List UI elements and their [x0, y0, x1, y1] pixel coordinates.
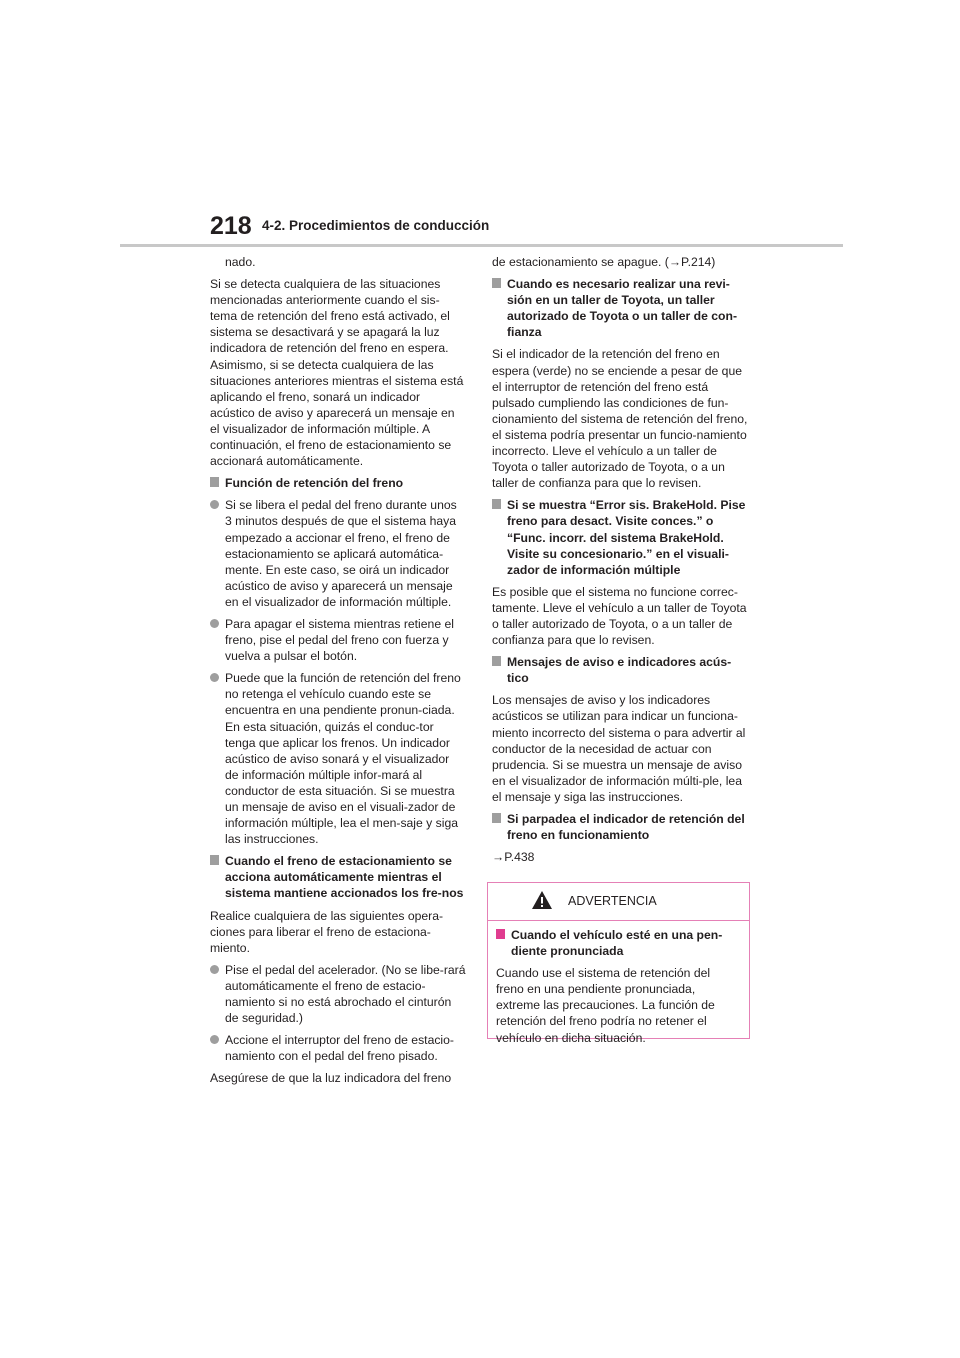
circle-bullet-icon [210, 1035, 219, 1044]
paragraph: de estacionamiento se apague. (→P.214) [492, 255, 716, 269]
section-title: 4-2. Procedimientos de conducción [262, 218, 490, 233]
heading-text: Mensajes de aviso e indicadores acús-tico [507, 655, 732, 686]
right-column [492, 254, 748, 871]
paragraph: Si se detecta cualquiera de las situaciones mencionadas anteriormente cuando el sis-tema de retención del freno está activado, el sistema se desactivará y se apagará la luz indicadora de retención del freno en espera. Asimismo, si se detecta cualquiera de las situaciones anteriores mientras el sistema está aplicando el freno, sonará un indicador acústico de aviso y aparecerá un mensaje en el visualizador de información múltiple. A continuación, el freno de estacionamiento se accionará automáticamente. [210, 277, 464, 469]
heading-text: Cuando es necesario realizar una revi-sión en un taller de Toyota, un taller autorizado de Toyota o un taller de con-fianza [507, 277, 737, 340]
heading-text: Cuando el vehículo esté en una pen-diente pronunciada [511, 928, 723, 959]
section-heading [492, 497, 748, 577]
circle-bullet-icon [210, 619, 219, 628]
square-bullet-icon [492, 656, 501, 666]
paragraph: Asegúrese de que la luz indicadora del freno [210, 1071, 452, 1086]
section-heading [492, 811, 748, 843]
left-column [210, 254, 466, 1093]
heading-text: Si se muestra “Error sis. BrakeHold. Pise freno para desact. Visite conces.” o “Func. incorr. del sistema BrakeHold. Visite su concesionario.” en el visuali-zador de información múltiple [507, 498, 746, 577]
header-rule [120, 244, 843, 247]
warning-text: Cuando use el sistema de retención del freno en una pendiente pronunciada, extreme las precauciones. La función de retención del freno podría no retener el vehículo en dicha situación. [496, 966, 715, 1045]
square-bullet-icon [210, 855, 219, 865]
heading-text: Si parpadea el indicador de retención del freno en funcionamiento [507, 812, 745, 843]
bullet-text: Para apagar el sistema mientras retiene el freno, pise el pedal del freno con fuerza y vuelva a pulsar el botón. [225, 616, 454, 664]
page-reference: →P.438 [492, 850, 535, 865]
paragraph: Si el indicador de la retención del freno en espera (verde) no se enciende a pesar de que el interruptor de retención del freno está pulsado cumpliendo las condiciones de fun-cionamiento del sistema de retención del freno, el sistema podría presentar un funcio-namiento incorrecto. Lleve el vehículo a un taller de Toyota o taller autorizado de Toyota, o a un taller de confianza para que lo revisen. [492, 347, 748, 491]
bullet-item [210, 962, 466, 1026]
warning-box [487, 882, 750, 1045]
warning-heading [496, 927, 741, 959]
square-bullet-icon [492, 278, 501, 288]
square-bullet-icon [496, 929, 505, 939]
square-bullet-icon [492, 499, 501, 509]
heading-text: Cuando el freno de estacionamiento se acciona automáticamente mientras el sistema mantiene accionados los fre-nos [225, 854, 464, 901]
circle-bullet-icon [210, 500, 219, 509]
page-number: 218 [210, 212, 252, 240]
paragraph: Es posible que el sistema no funcione correc-tamente. Lleve el vehículo a un taller de Toyota o taller autorizado de Toyota, o a un taller de confianza para que lo revisen. [492, 584, 747, 648]
warning-header [488, 883, 749, 921]
square-bullet-icon [210, 477, 219, 487]
continued-paragraph: nado. [225, 255, 256, 269]
section-heading [492, 654, 748, 686]
paragraph: Realice cualquiera de las siguientes opera-ciones para liberar el freno de estaciona-miento. [210, 908, 444, 955]
bullet-text: Si se libera el pedal del freno durante unos 3 minutos después de que el sistema haya empezado a accionar el freno, el freno de estacionamiento se aplicará automática-mente. En este caso, se oirá un indicador acústico de aviso y aparecerá un mensaje en el visualizador de información múltiple. [225, 498, 457, 609]
bullet-item [210, 1032, 466, 1064]
warning-triangle-icon [531, 890, 553, 910]
warning-body [488, 921, 749, 1046]
heading-text: Función de retención del freno [225, 476, 404, 491]
circle-bullet-icon [210, 673, 219, 682]
bullet-text: Pise el pedal del acelerador. (No se libe-rará automáticamente el freno de estacio-namiento si no está abrochado el cinturón de seguridad.) [225, 962, 466, 1026]
bullet-item [210, 670, 466, 847]
circle-bullet-icon [210, 965, 219, 974]
section-heading [210, 853, 466, 901]
square-bullet-icon [492, 813, 501, 823]
bullet-text: Puede que la función de retención del freno no retenga el vehículo cuando este se encuentra en una pendiente pronun-ciada. En esta situación, quizás el conduc-tor tenga que aplicar los frenos. Un indicador acústico de aviso sonará y el visualizador de información múltiple infor-mará al conductor de esta situación. Si se muestra un mensaje de aviso en el visuali-zador de información múltiple, lea el men-saje y siga las instrucciones. [225, 671, 461, 847]
bullet-text: Accione el interruptor del freno de estacio-namiento con el pedal del freno pisado. [225, 1033, 454, 1064]
section-heading [492, 276, 748, 340]
warning-title: ADVERTENCIA [568, 894, 657, 908]
paragraph: Los mensajes de aviso y los indicadores acústicos se utilizan para indicar un funciona-miento incorrecto del sistema o para advertir al conductor de la necesidad de actuar con prudencia. Si se muestra un mensaje de aviso en el visualizador de información múlti-ple, lea el mensaje y siga las instrucciones. [492, 693, 746, 804]
bullet-item [210, 497, 466, 610]
bullet-item [210, 616, 466, 664]
section-heading [210, 475, 466, 491]
